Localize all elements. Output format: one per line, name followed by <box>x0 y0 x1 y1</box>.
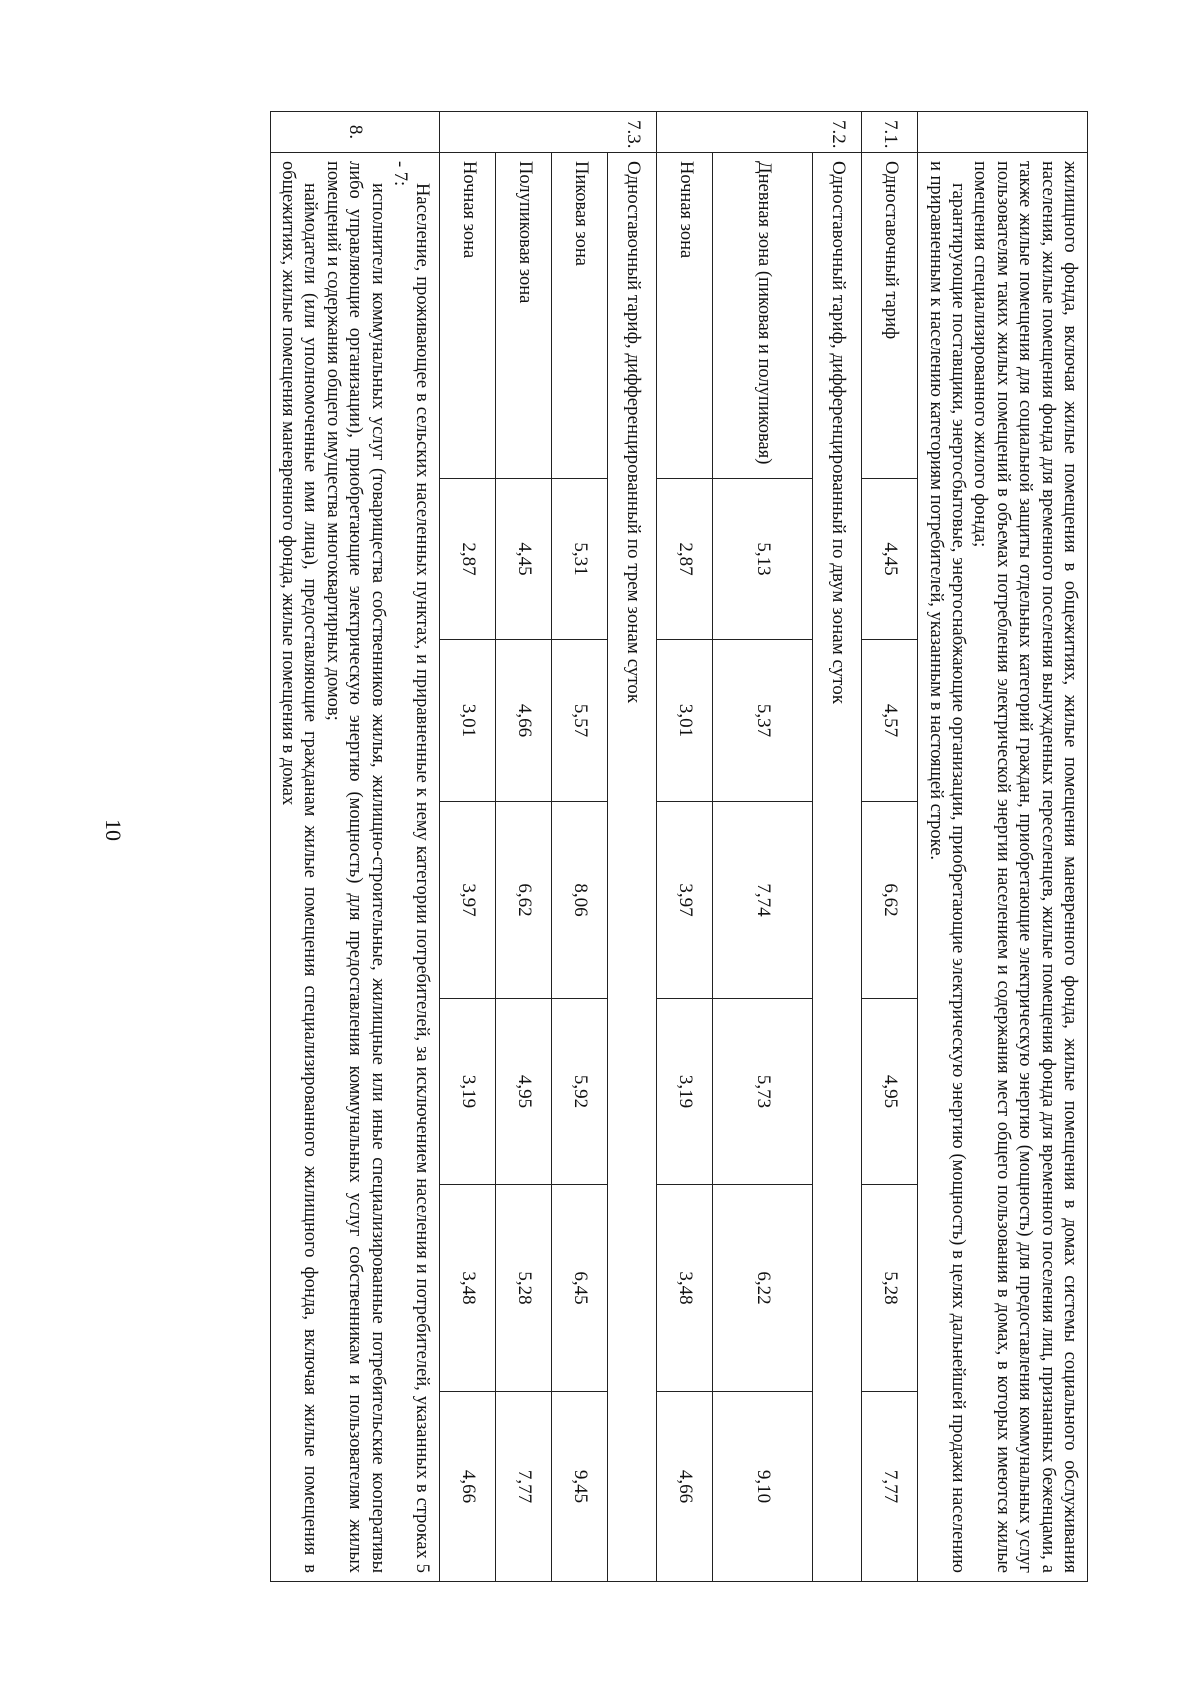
tariff-value: 3,01 <box>657 640 713 802</box>
tariff-name: Пиковая зона <box>552 153 608 479</box>
tariff-value: 3,97 <box>440 802 496 999</box>
row-number: 7.1. <box>862 112 918 153</box>
tariff-value: 8,06 <box>552 802 608 999</box>
tariff-name: Ночная зона <box>440 153 496 479</box>
tariff-value: 4,57 <box>862 640 918 802</box>
table-row-7-3-half-peak <box>496 112 552 1582</box>
tariff-value: 5,92 <box>552 999 608 1185</box>
rotated-page-content <box>171 111 1088 1581</box>
row-number: 7.3. <box>440 112 657 153</box>
row-7-paragraph: гарантирующие поставщики, энергосбытовые, энергоснабжающие организации, приобретающие электрическую энергию (мощность) в целях дальнейшей продажи населению и приравненным к населению категориям потребителей, указанным в настоящей строке. <box>925 161 969 1574</box>
table-row-7-2 <box>813 112 862 1582</box>
page-number: 10 <box>101 819 126 841</box>
tariff-value: 4,45 <box>862 479 918 640</box>
tariff-value: 9,10 <box>713 1392 813 1582</box>
tariff-value: 3,19 <box>657 999 713 1185</box>
row-8-description <box>270 153 440 1582</box>
tariff-value: 5,57 <box>552 640 608 802</box>
table-row-8 <box>270 112 440 1582</box>
tariff-value: 5,73 <box>713 999 813 1185</box>
tariff-value: 7,74 <box>713 802 813 999</box>
tariff-value: 3,19 <box>440 999 496 1185</box>
tariff-value: 6,22 <box>713 1185 813 1392</box>
table-row-7-3-night <box>440 112 496 1582</box>
row-number: 8. <box>270 112 440 153</box>
tariff-value: 6,62 <box>862 802 918 999</box>
subsection-title: Одноставочный тариф, дифференцированный по двум зонам суток <box>813 153 862 1582</box>
row-8-paragraph: Население, проживающее в сельских населенных пунктах, и приравненные к нему категории потребителей, за исключением населения и потребителей, указанных в строках 5 - 7: <box>390 161 433 1574</box>
tariff-value: 5,13 <box>713 479 813 640</box>
tariff-value: 4,95 <box>862 999 918 1185</box>
tariff-name: Полупиковая зона <box>496 153 552 479</box>
tariff-value: 6,45 <box>552 1185 608 1392</box>
row-8-paragraph: исполнители коммунальных услуг (товарищества собственников жилья, жилищно-строительные, жилищные или иные специализированные потребительские кооперативы либо управляющие организации), приобретающие электрическую энергию (мощность) для предоставления коммунальных услуг собственникам и пользователям жилых помещений и содержания общего имущества многоквартирных домов; <box>322 161 388 1574</box>
tariff-table <box>270 111 1088 1582</box>
tariff-value: 3,48 <box>440 1185 496 1392</box>
tariff-value: 3,97 <box>657 802 713 999</box>
tariff-name: Дневная зона (пиковая и полупиковая) <box>713 153 813 479</box>
tariff-value: 5,28 <box>862 1185 918 1392</box>
tariff-value: 4,66 <box>496 640 552 802</box>
row-number: 7.2. <box>657 112 862 153</box>
table-row-7-continuation <box>918 112 1088 1582</box>
table-row-7-1 <box>862 112 918 1582</box>
tariff-value: 2,87 <box>440 479 496 640</box>
table-row-7-3 <box>608 112 657 1582</box>
tariff-value: 5,28 <box>496 1185 552 1392</box>
tariff-name: Ночная зона <box>657 153 713 479</box>
table-row-7-3-peak <box>552 112 608 1582</box>
tariff-value: 5,37 <box>713 640 813 802</box>
tariff-value: 4,95 <box>496 999 552 1185</box>
tariff-value: 7,77 <box>862 1392 918 1582</box>
tariff-value: 9,45 <box>552 1392 608 1582</box>
tariff-value: 6,62 <box>496 802 552 999</box>
tariff-value: 4,66 <box>657 1392 713 1582</box>
tariff-value: 5,31 <box>552 479 608 640</box>
tariff-value: 4,66 <box>440 1392 496 1582</box>
subsection-title: Одноставочный тариф, дифференцированный по трем зонам суток <box>608 153 657 1582</box>
table-row-7-2-night <box>657 112 713 1582</box>
table-row-7-2-day <box>713 112 813 1582</box>
row-7-paragraph: жилищного фонда, включая жилые помещения в общежитиях, жилые помещения маневренного фонда, жилые помещения в домах системы социального обслуживания населения, жилые помещения фонда для временного поселения вынужденных переселенцев, жилые помещения фонда для временного поселения лиц, признанных беженцами, а также жилые помещения для социальной защиты отдельных категорий граждан, приобретающие электрическую энергию (мощность) для предоставления коммунальных услуг пользователям таких жилых помещений в объемах потребления электрической энергии населением и содержания мест общего пользования в домах, в которых имеются жилые помещения специализированного жилого фонда; <box>970 161 1080 1574</box>
row-8-paragraph: наймодатели (или уполномоченные ими лица), предоставляющие гражданам жилые помещения специализированного жилищного фонда, включая жилые помещения в общежитиях, жилые помещения маневренного фонда, жилые помещения в домах <box>278 161 321 1574</box>
tariff-value: 2,87 <box>657 479 713 640</box>
tariff-value: 7,77 <box>496 1392 552 1582</box>
row-number-cell-empty <box>918 112 1088 153</box>
tariff-value: 4,45 <box>496 479 552 640</box>
row-7-description <box>918 153 1088 1582</box>
tariff-value: 3,48 <box>657 1185 713 1392</box>
tariff-name: Одноставочный тариф <box>862 153 918 479</box>
tariff-value: 3,01 <box>440 640 496 802</box>
